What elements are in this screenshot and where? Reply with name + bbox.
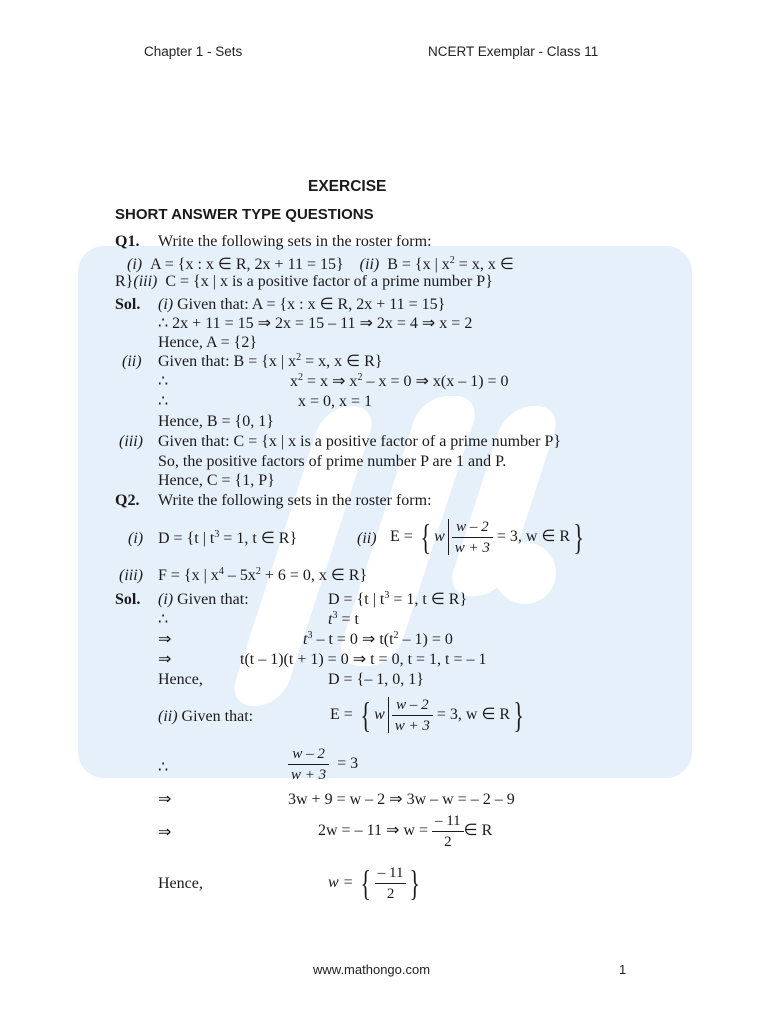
sol1-ii-hence: Hence, B = {0, 1}: [158, 413, 274, 430]
q2-i-set: D = {t | $t^3 = 1$, t ∈ R}: [158, 529, 298, 547]
sol2-implies-4: ⇒: [158, 824, 172, 841]
sol2-d-result: D = {– 1, 0, 1}: [328, 671, 424, 688]
sol1-ii-given: Given that: B = {x | $x^2 = x$, x ∈ R}: [158, 352, 383, 370]
sol1-i-given: (i) Given that: A = {x : x ∈ R, 2x + 11 = 15}: [158, 296, 446, 313]
footer-site: www.mathongo.com: [313, 962, 431, 977]
sol2-step4: 3w + 9 = w – 2 ⇒ 3w – w = – 2 – 9: [288, 791, 515, 808]
sol2-step3: t(t – 1)(t + 1) = 0 ⇒ t = 0, t = 1, t = – 1: [240, 651, 487, 668]
sol1-iii-so: So, the positive factors of prime number P are 1 and P.: [158, 453, 507, 470]
sol1-i-step: ∴ 2x + 11 = 15 ⇒ 2x = 15 – 11 ⇒ 2x = 4 ⇒ x = 2: [158, 315, 473, 332]
sol2-label: Sol.: [115, 591, 141, 608]
page-title: EXERCISE: [308, 178, 387, 195]
sol2-ratio-fraction: $\frac{w - 2}{w + 3}$: [288, 745, 329, 784]
sol1-ii-num: (ii): [122, 353, 142, 370]
q2-ii-set: E = { w $\frac{w - 2}{w + 3}$ = 3, w ∈ R }: [390, 517, 584, 557]
sol2-step2: $t^3 - t = 0$ ⇒ $t(t^2 - 1) = 0$: [303, 630, 453, 648]
sol1-ii-step1: $x^2 = x$ ⇒ $x^2 - x = 0$ ⇒ x(x – 1) = 0: [290, 372, 509, 390]
q2-ii-fraction: $\frac{w - 2}{w + 3}$: [452, 518, 493, 557]
q2-iii-set: F = {x | $x^4 - 5x^2 + 6 = 0$, x ∈ R}: [158, 566, 368, 584]
q1-prompt: Write the following sets in the roster form:: [158, 233, 432, 250]
q2-prompt: Write the following sets in the roster form:: [158, 492, 432, 509]
sol1-iii-hence: Hence, C = {1, P}: [158, 472, 275, 489]
sol2-ii-given: (ii) Given that:: [158, 708, 254, 725]
sol2-implies-2: ⇒: [158, 651, 172, 668]
sol2-e-fraction: $\frac{w - 2}{w + 3}$: [392, 696, 433, 735]
sol2-implies-1: ⇒: [158, 631, 172, 648]
sol2-w-result-fraction: $\frac{- 11}{2}$: [375, 864, 407, 903]
sol2-therefore-2: ∴: [158, 759, 169, 776]
sol2-i-set: D = {t | $t^3 = 1$, t ∈ R}: [328, 590, 468, 608]
q2-i-num: (i): [128, 530, 144, 547]
sol1-label: Sol.: [115, 296, 141, 313]
sol1-ii-therefore-2: ∴: [158, 393, 169, 410]
sol1-i-hence: Hence, A = {2}: [158, 334, 258, 351]
sol2-w-fraction: $\frac{- 11}{2}$: [432, 812, 464, 851]
section-subtitle: SHORT ANSWER TYPE QUESTIONS: [115, 206, 374, 223]
q2-label: Q2.: [115, 492, 140, 509]
q1-parts-line1: (i) A = {x : x ∈ R, 2x + 11 = 15} (ii) B = {x | $x^2 = x$, x ∈: [127, 255, 514, 273]
sol2-hence-1: Hence,: [158, 671, 203, 688]
sol1-ii-therefore-1: ∴: [158, 373, 169, 390]
q2-iii-num: (iii): [119, 567, 143, 584]
sol2-step1: $t^3 = t$: [328, 610, 359, 628]
q1-label: Q1.: [115, 233, 140, 250]
q1-parts-line2: R}(iii) C = {x | x is a positive factor of a prime number P}: [115, 273, 493, 290]
header-chapter: Chapter 1 - Sets: [144, 44, 243, 59]
sol2-implies-3: ⇒: [158, 791, 172, 808]
sol2-therefore-1: ∴: [158, 611, 169, 628]
footer-page-number: 1: [619, 962, 627, 977]
sol1-iii-given: Given that: C = {x | x is a positive factor of a prime number P}: [158, 433, 562, 450]
sol2-e-set: E = { w $\frac{w - 2}{w + 3}$ = 3, w ∈ R }: [330, 695, 524, 735]
q2-ii-num: (ii): [357, 530, 377, 547]
header-book: NCERT Exemplar - Class 11: [428, 44, 599, 59]
sol2-hence-2: Hence,: [158, 875, 203, 892]
sol2-fraction-eq: $\frac{w - 2}{w + 3}$ = 3: [288, 742, 358, 786]
sol2-i-given: (i) Given that:: [158, 591, 249, 608]
sol2-w-result: w = { $\frac{- 11}{2}$ }: [328, 863, 421, 903]
sol1-iii-num: (iii): [119, 433, 143, 450]
sol1-ii-step2: x = 0, x = 1: [298, 393, 373, 410]
sol2-step5: 2w = – 11 ⇒ w = $\frac{- 11}{2}$ ∈ R: [318, 812, 493, 850]
